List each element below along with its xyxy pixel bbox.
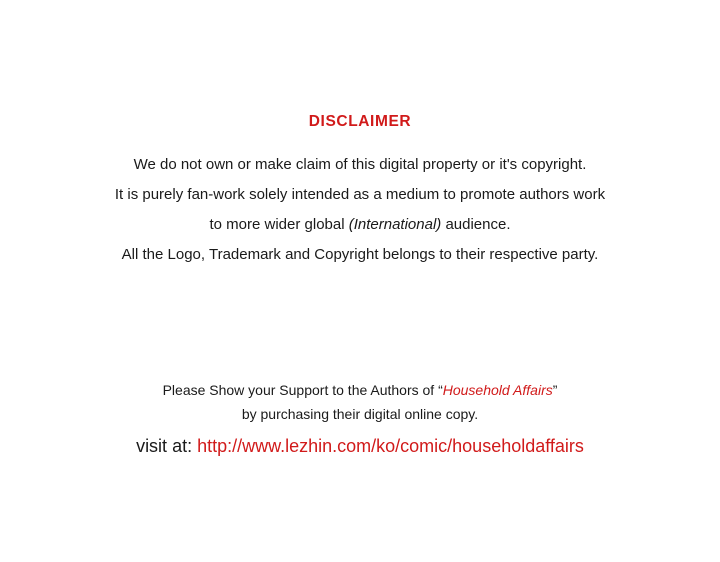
page-title: DISCLAIMER (308, 113, 412, 130)
support-line-2: by purchasing their digital online copy. (241, 406, 479, 422)
visit-line (0, 436, 720, 457)
disclaimer-line-3 (0, 210, 720, 240)
disclaimer-line-2: It is purely fan-work solely intended as a medium to promote authors work (114, 186, 606, 203)
support-line-1-suffix: ” (552, 382, 558, 398)
comic-url-link[interactable]: http://www.lezhin.com/ko/comic/householdaffairs (197, 436, 584, 456)
disclaimer-line-1: We do not own or make claim of this digital property or it's copyright. (133, 156, 587, 173)
disclaimer-body (0, 150, 720, 270)
support-line-1 (0, 378, 720, 402)
disclaimer-line-3-suffix: audience. (441, 216, 511, 233)
disclaimer-line-3-italic: (International) (348, 216, 442, 233)
disclaimer-line-3-prefix: to more wider global (209, 216, 349, 233)
support-message (0, 378, 720, 426)
support-line-1-prefix: Please Show your Support to the Authors of “ (162, 382, 443, 398)
work-title: Household Affairs (442, 382, 553, 398)
visit-label: visit at: (136, 436, 198, 456)
disclaimer-line-4: All the Logo, Trademark and Copyright belongs to their respective party. (121, 246, 599, 263)
